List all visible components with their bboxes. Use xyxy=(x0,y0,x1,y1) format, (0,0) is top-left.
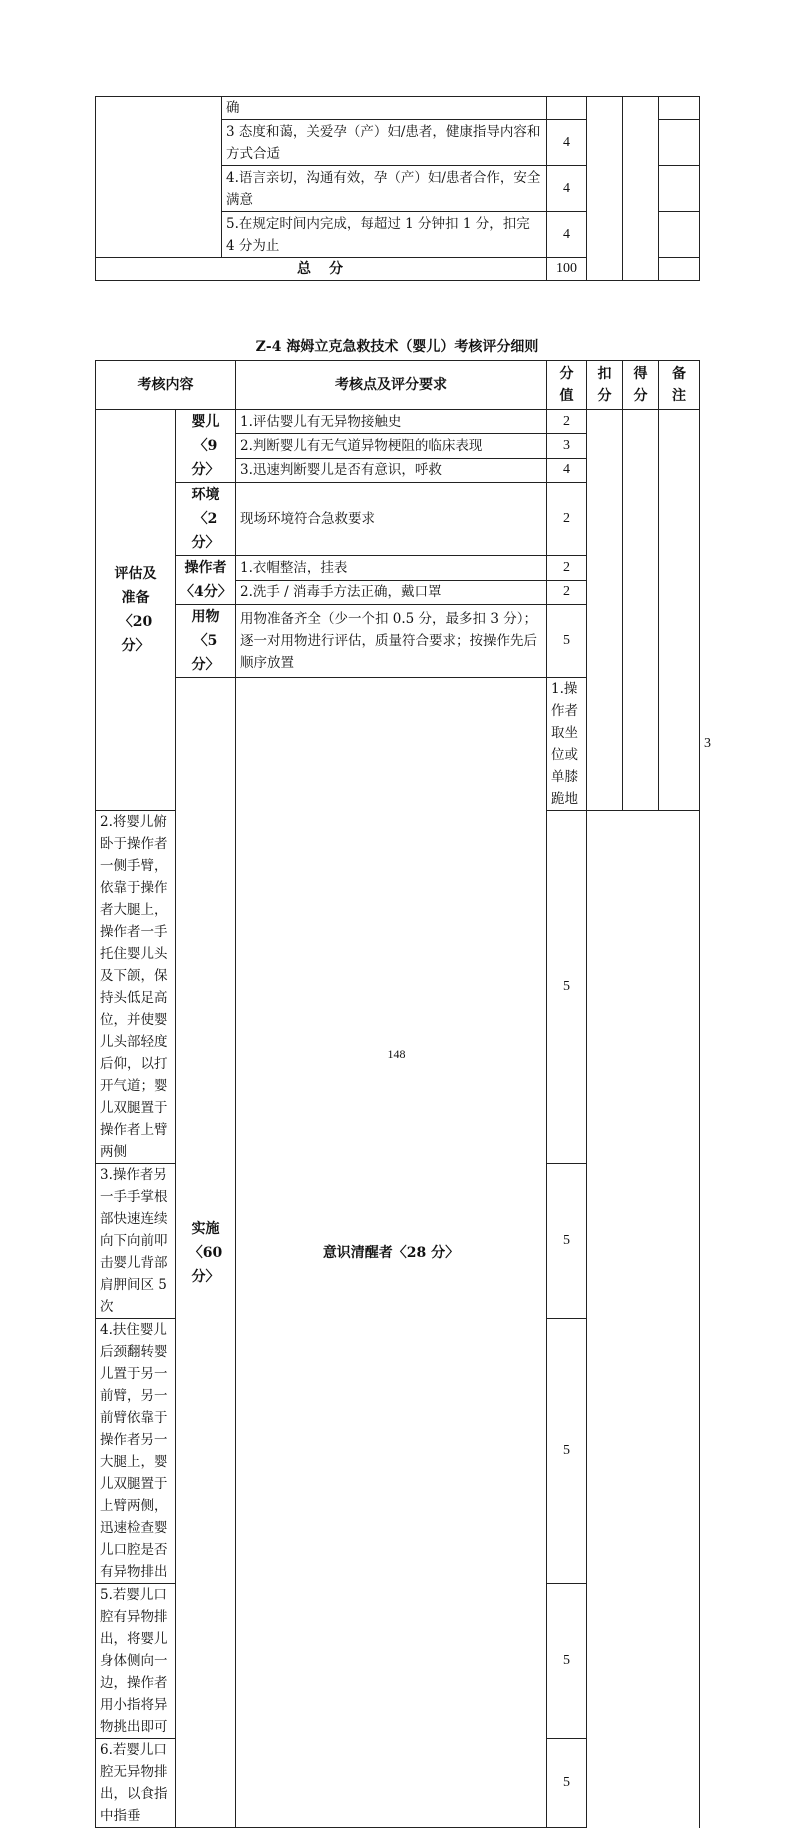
score-value: 4 xyxy=(547,458,587,482)
criteria-text: 1.操作者取坐位或单膝跪地 xyxy=(547,678,587,811)
score-value: 2 xyxy=(547,556,587,581)
remark-cell xyxy=(659,212,700,258)
score-value: 4 xyxy=(547,212,587,258)
subsection-infant-label: 婴儿〈9 分〉 xyxy=(176,410,236,483)
got-cell xyxy=(623,410,659,811)
remark-cell xyxy=(659,97,700,120)
header-got: 得分 xyxy=(623,361,659,410)
score-value: 5 xyxy=(547,1164,587,1319)
criteria-text: 2.将婴儿俯卧于操作者一侧手臂，依靠于操作者大腿上，操作者一手托住婴儿头及下颌，保持头低足高位，并使婴儿头部轻度后仰，以打开气道；婴儿双腿置于操作者上臂两侧 xyxy=(96,811,176,1164)
score-value: 2 xyxy=(547,483,587,556)
header-content: 考核内容 xyxy=(96,361,236,410)
score-value: 5 xyxy=(547,1739,587,1828)
score-value: 5 xyxy=(547,605,587,678)
table-caption: Z-4 海姆立克急救技术（婴儿）考核评分细则 xyxy=(255,339,539,355)
deduct-cell xyxy=(587,97,623,281)
criteria-text: 2.判断婴儿有无气道异物梗阻的临床表现 xyxy=(236,434,547,458)
header-score: 分值 xyxy=(547,361,587,410)
header-row xyxy=(96,361,700,410)
section-implement-label: 实施〈60 分〉 xyxy=(176,678,236,1828)
subsection-conscious-label: 意识清醒者〈28 分〉 xyxy=(236,678,547,1828)
score-value: 5 xyxy=(547,1319,587,1584)
criteria-text: 1.衣帽整洁，挂表 xyxy=(236,556,547,581)
score-value xyxy=(547,97,587,120)
criteria-text: 用物准备齐全（少一个扣 0.5 分，最多扣 3 分）；逐一对用物进行评估，质量符合要求；按操作先后顺序放置 xyxy=(236,605,547,678)
continuation-table xyxy=(95,96,700,281)
got-cell xyxy=(623,97,659,281)
total-label: 总 分 xyxy=(96,258,547,281)
score-value: 5 xyxy=(547,811,587,1164)
table-row xyxy=(96,410,700,434)
section-assess-label: 评估及准备〈20 分〉 xyxy=(96,410,176,811)
subsection-supplies-label: 用物〈5 分〉 xyxy=(176,605,236,678)
subsection-env-label: 环境〈2 分〉 xyxy=(176,483,236,556)
criteria-text: 3 态度和蔼，关爱孕（产）妇/患者，健康指导内容和方式合适 xyxy=(222,120,547,166)
header-deduct: 扣分 xyxy=(587,361,623,410)
remark-cell xyxy=(659,120,700,166)
criteria-text: 1.评估婴儿有无异物接触史 xyxy=(236,410,547,434)
criteria-text: 6.若婴儿口腔无异物排出，以食指中指垂 xyxy=(96,1739,176,1828)
assessment-table xyxy=(95,360,711,1828)
header-points: 考核点及评分要求 xyxy=(236,361,547,410)
score-value: 3 xyxy=(547,434,587,458)
criteria-text: 现场环境符合急救要求 xyxy=(236,483,547,556)
score-value: 2 xyxy=(547,580,587,605)
criteria-text: 5.若婴儿口腔有异物排出，将婴儿身体侧向一边，操作者用小指将异物挑出即可 xyxy=(96,1584,176,1739)
criteria-text: 3.迅速判断婴儿是否有意识，呼救 xyxy=(236,458,547,482)
header-remark: 备注 xyxy=(659,361,700,410)
score-value: 4 xyxy=(547,120,587,166)
empty-cell xyxy=(96,97,222,258)
remark-cell xyxy=(659,258,700,281)
total-score: 100 xyxy=(547,258,587,281)
remark-cell xyxy=(659,410,700,811)
criteria-text: 2.洗手 / 消毒手方法正确，戴口罩 xyxy=(236,580,547,605)
page-number: 148 xyxy=(387,1047,406,1061)
criteria-text: 4.扶住婴儿后颈翻转婴儿置于另一前臂，另一前臂依靠于操作者另一大腿上，婴儿双腿置于上臂两侧，迅速检查婴儿口腔是否有异物排出 xyxy=(96,1319,176,1584)
score-value: 2 xyxy=(547,410,587,434)
score-value: 5 xyxy=(547,1584,587,1739)
criteria-text: 5.在规定时间内完成，每超过 1 分钟扣 1 分，扣完 4 分为止 xyxy=(222,212,547,258)
criteria-text: 4.语言亲切，沟通有效，孕（产）妇/患者合作，安全满意 xyxy=(222,166,547,212)
score-value: 4 xyxy=(547,166,587,212)
criteria-text: 3.操作者另一手手掌根部快速连续向下向前叩击婴儿背部肩胛间区 5 次 xyxy=(96,1164,176,1319)
criteria-text: 确 xyxy=(222,97,547,120)
table-row xyxy=(96,97,700,120)
remark-cell xyxy=(659,166,700,212)
table-row: 实施〈60 分〉 意识清醒者〈28 分〉 1.操作者取坐位或单膝跪地 3 xyxy=(96,678,700,811)
subsection-operator-label: 操作者〈4分〉 xyxy=(176,556,236,605)
deduct-cell xyxy=(587,410,623,811)
